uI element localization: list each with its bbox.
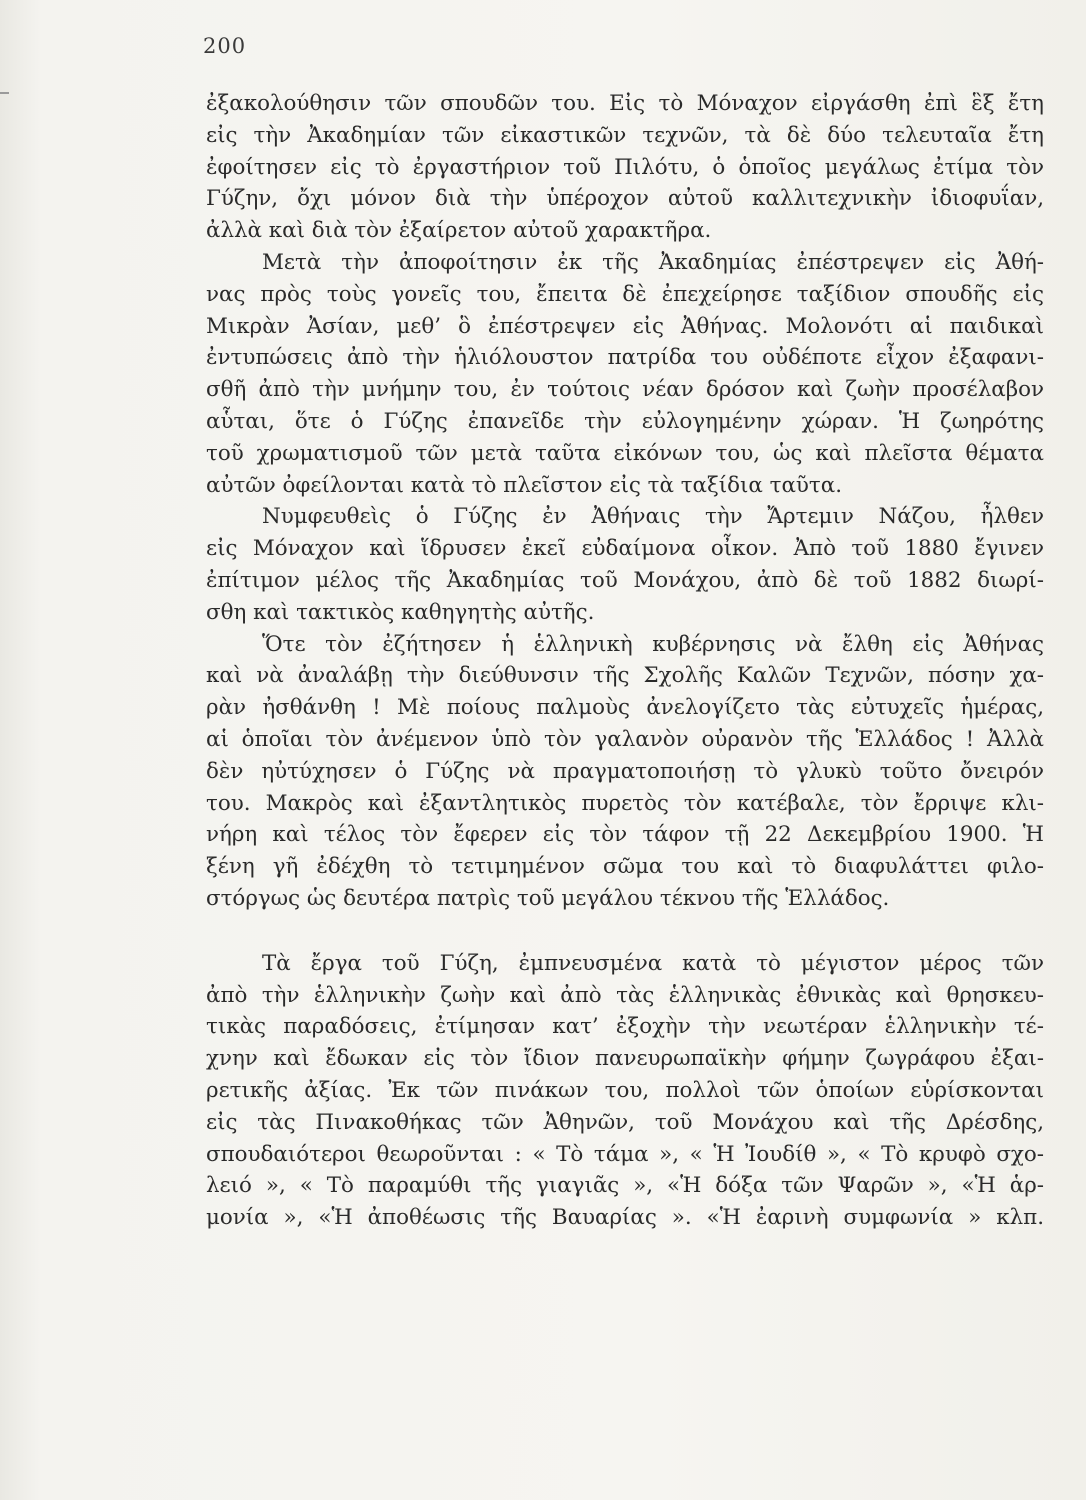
text-line: του. Μακρὸς καὶ ἐξαντλητικὸς πυρετὸς τὸν κατέβαλε, τὸν ἔρριψε κλι- xyxy=(206,790,1044,816)
text-line: ἐφοίτησεν εἰς τὸ ἐργαστήριον τοῦ Πιλότυ, ὁ ὁποῖος μεγάλως ἐτίμα τὸν xyxy=(206,154,1044,180)
text-line: εἰς Μόναχον καὶ ἵδρυσεν ἐκεῖ εὐδαίμονα οἶκον. Ἀπὸ τοῦ 1880 ἔγινεν xyxy=(206,536,1044,562)
text-line: Ὅτε τὸν ἐζήτησεν ἡ ἑλληνικὴ κυβέρνησις νὰ ἔλθη εἰς Ἀθήνας xyxy=(262,631,1044,657)
text-line: Μετὰ τὴν ἀποφοίτησιν ἐκ τῆς Ἀκαδημίας ἐπέστρεψεν εἰς Ἀθή- xyxy=(262,249,1044,275)
text-line: λειό », « Τὸ παραμύθι τῆς γιαγιᾶς », «Ἡ δόξα τῶν Ψαρῶν », «Ἡ ἁρ- xyxy=(206,1173,1044,1199)
text-line: ἐπίτιμον μέλος τῆς Ἀκαδημίας τοῦ Μονάχου, ἀπὸ δὲ τοῦ 1882 διωρί- xyxy=(206,567,1044,593)
text-line: ρὰν ἠσθάνθη ! Μὲ ποίους παλμοὺς ἀνελογίζετο τὰς εὐτυχεῖς ἡμέρας, xyxy=(206,695,1044,721)
text-line: εἰς τὰς Πινακοθήκας τῶν Ἀθηνῶν, τοῦ Μονάχου καὶ τῆς Δρέσδης, xyxy=(206,1109,1044,1135)
text-line: τικὰς παραδόσεις, ἐτίμησαν κατ’ ἐξοχὴν τὴν νεωτέραν ἑλληνικὴν τέ- xyxy=(206,1014,1044,1040)
text-line: ἀπὸ τὴν ἑλληνικὴν ζωὴν καὶ ἀπὸ τὰς ἑλληνικὰς ἐθνικὰς καὶ θρησκευ- xyxy=(206,982,1044,1008)
scan-edge-mark xyxy=(0,92,9,94)
page-number: 200 xyxy=(203,34,247,58)
text-line: Νυμφευθεὶς ὁ Γύζης ἐν Ἀθήναις τὴν Ἄρτεμιν Νάζου, ἦλθεν xyxy=(262,504,1044,530)
text-line: σθη καὶ τακτικὸς καθηγητὴς αὐτῆς. xyxy=(206,599,595,625)
text-line: χνην καὶ ἔδωκαν εἰς τὸν ἴδιον πανευρωπαϊκὴν φήμην ζωγράφου ἐξαι- xyxy=(206,1046,1044,1072)
text-line: δὲν ηὐτύχησεν ὁ Γύζης νὰ πραγματοποιήσῃ τὸ γλυκὺ τοῦτο ὄνειρόν xyxy=(206,758,1044,784)
text-line: ἐντυπώσεις ἀπὸ τὴν ἡλιόλουστον πατρίδα του οὐδέποτε εἶχον ἐξαφανι- xyxy=(206,345,1044,371)
text-line: νας πρὸς τοὺς γονεῖς του, ἔπειτα δὲ ἐπεχείρησε ταξίδιον σπουδῆς εἰς xyxy=(206,281,1044,307)
text-line: τοῦ χρωματισμοῦ τῶν μετὰ ταῦτα εἰκόνων του, ὡς καὶ πλεῖστα θέματα xyxy=(206,440,1044,466)
text-line: ρετικῆς ἀξίας. Ἐκ τῶν πινάκων του, πολλοὶ τῶν ὁποίων εὑρίσκονται xyxy=(206,1077,1044,1103)
body-text xyxy=(206,88,1044,1234)
text-line: ἀλλὰ καὶ διὰ τὸν ἐξαίρετον αὐτοῦ χαρακτῆρα. xyxy=(206,218,712,244)
text-line: σθῆ ἀπὸ τὴν μνήμην του, ἐν τούτοις νέαν δρόσον καὶ ζωὴν προσέλαβον xyxy=(206,377,1044,403)
text-line: Γύζην, ὄχι μόνον διὰ τὴν ὑπέροχον αὐτοῦ καλλιτεχνικὴν ἰδιοφυΐαν, xyxy=(206,186,1044,212)
text-line: μονία », «Ἡ ἀποθέωσις τῆς Βαυαρίας ». «Ἡ ἐαρινὴ συμφωνία » κλπ. xyxy=(206,1205,1044,1231)
text-line: ξένη γῆ ἐδέχθη τὸ τετιμημένον σῶμα του καὶ τὸ διαφυλάττει φιλο- xyxy=(206,854,1044,880)
text-line: αὗται, ὅτε ὁ Γύζης ἐπανεῖδε τὴν εὐλογημένην χώραν. Ἡ ζωηρότης xyxy=(206,408,1044,434)
text-line: Τὰ ἔργα τοῦ Γύζη, ἐμπνευσμένα κατὰ τὸ μέγιστον μέρος τῶν xyxy=(262,950,1044,976)
text-line: αὐτῶν ὀφείλονται κατὰ τὸ πλεῖστον εἰς τὰ ταξίδια ταῦτα. xyxy=(206,472,843,498)
text-line: στόργως ὡς δευτέρα πατρὶς τοῦ μεγάλου τέκνου τῆς Ἑλλάδος. xyxy=(206,885,890,911)
text-line: καὶ νὰ ἀναλάβῃ τὴν διεύθυνσιν τῆς Σχολῆς Καλῶν Τεχνῶν, πόσην χα- xyxy=(206,663,1044,689)
text-line: νήρη καὶ τέλος τὸν ἔφερεν εἰς τὸν τάφον τῇ 22 Δεκεμβρίου 1900. Ἡ xyxy=(206,822,1044,848)
text-line: Μικρὰν Ἀσίαν, μεθ’ ὃ ἐπέστρεψεν εἰς Ἀθήνας. Μολονότι αἱ παιδικαὶ xyxy=(206,313,1044,339)
text-line: εἰς τὴν Ἀκαδημίαν τῶν εἰκαστικῶν τεχνῶν, τὰ δὲ δύο τελευταῖα ἔτη xyxy=(206,122,1044,148)
text-line: αἱ ὁποῖαι τὸν ἀνέμενον ὑπὸ τὸν γαλανὸν οὐρανὸν τῆς Ἑλλάδος ! Ἀλλὰ xyxy=(206,726,1044,752)
text-line: σπουδαιότεροι θεωροῦνται : « Τὸ τάμα », « Ἡ Ἰουδίθ », « Τὸ κρυφὸ σχο- xyxy=(206,1141,1044,1167)
text-line: ἐξακολούθησιν τῶν σπουδῶν του. Εἰς τὸ Μόναχον εἰργάσθη ἐπὶ ἓξ ἔτη xyxy=(206,91,1044,116)
